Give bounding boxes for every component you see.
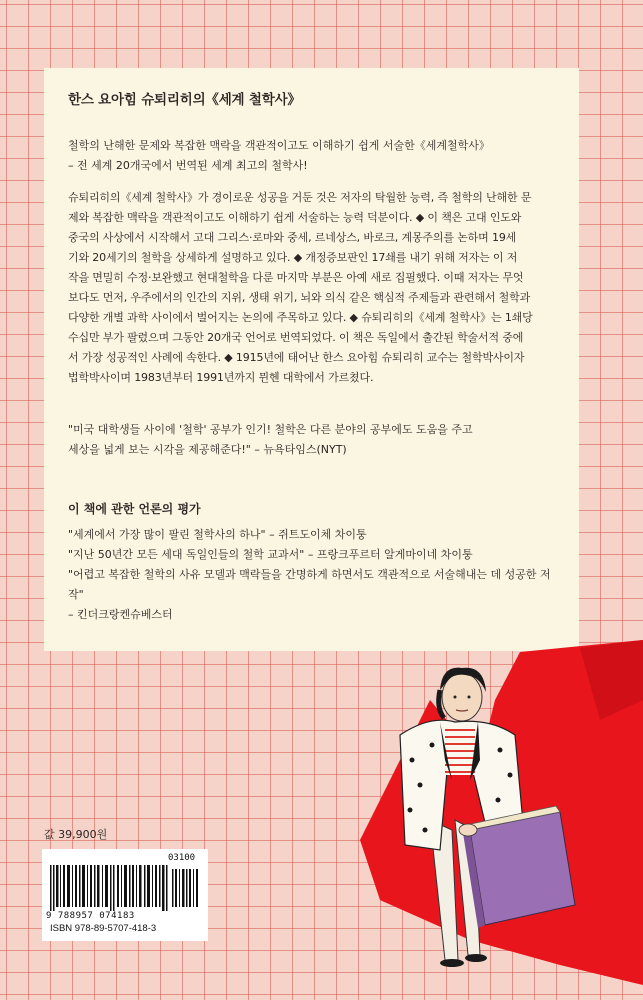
- price-label: 값 39,900원: [44, 828, 108, 841]
- review-item: "세계에서 가장 많이 팔린 철학사의 하나" – 쥐트도이체 차이퉁: [68, 528, 367, 541]
- barcode-bars: [50, 865, 200, 911]
- review-item: – 킨더크랑켄슈베스터: [68, 608, 173, 621]
- barcode-digits: 9 788957 074183: [46, 911, 135, 921]
- review-item: "어렵고 복잡한 철학의 사유 모델과 맥락들을 간명하게 하면서도 객관적으로 서술해내는 데 성공한 저작": [68, 568, 551, 601]
- body-line: 수십만 부가 팔렸으며 그동안 20개국 언어로 번역되었다. 이 책은 독일에서 출간된 학술서적 중에: [68, 331, 524, 344]
- body-line: 기와 20세기의 철학을 상세하게 설명하고 있다. ◆ 개정증보판인 17쇄를 내기 위해 저자는 이 저: [68, 251, 518, 264]
- lead-line-1: 철학의 난해한 문제와 복잡한 맥락을 객관적이고도 이해하기 쉽게 서술한《세계철학사》: [68, 139, 490, 152]
- barcode: [42, 849, 208, 941]
- barcode-addon-number: 03100: [168, 853, 196, 863]
- book-title: 한스 요아힘 슈퇴리히의《세계 철학사》: [68, 92, 301, 108]
- reviews-heading: 이 책에 관한 언론의 평가: [68, 502, 201, 516]
- body-line: 서 가장 성공적인 사례에 속한다. ◆ 1915년에 태어난 한스 요아힘 슈퇴리히 교수는 철학박사이자: [68, 351, 525, 364]
- body-line: 보다도 먼저, 우주에서의 인간의 지위, 생태 위기, 뇌와 의식 같은 핵심적 주제들과 관련해서 철학과: [68, 291, 531, 304]
- body-line: 제와 복잡한 맥락을 객관적이고도 이해하기 쉽게 서술하는 능력 덕분이다. ◆ 이 책은 고대 인도와: [68, 211, 522, 224]
- quote-line: "미국 대학생들 사이에 '철학' 공부가 인기! 철학은 다른 분야의 공부에도 도움을 주고: [68, 423, 473, 436]
- body-line: 중국의 사상에서 시작해서 고대 그리스·로마와 중세, 르네상스, 바로크, 계몽주의를 논하며 19세: [68, 231, 517, 244]
- lead-line-2: – 전 세계 20개국에서 번역된 세계 최고의 철학사!: [68, 159, 308, 172]
- body-line: 다양한 개별 과학 사이에서 벌어지는 논의에 주목하고 있다. ◆ 슈퇴리히의《세계 철학사》는 1쇄당: [68, 311, 533, 324]
- body-line: 슈퇴리히의《세계 철학사》가 경이로운 성공을 거둔 것은 저자의 탁월한 능력, 즉 철학의 난해한 문: [68, 191, 532, 204]
- quote-line: 세상을 넓게 보는 시각을 제공해준다!" – 뉴욕타임스(NYT): [68, 443, 347, 456]
- body-line: 법학박사이며 1983년부터 1991년까지 뮌헨 대학에서 가르쳤다.: [68, 371, 374, 384]
- isbn-number: ISBN 978-89-5707-418-3: [50, 923, 157, 934]
- review-item: "지난 50년간 모든 세대 독일인들의 철학 교과서" – 프랑크푸르터 알게마이네 차이퉁: [68, 548, 473, 561]
- body-line: 작을 면밀히 수정·보완했고 현대철학을 다룬 마지막 부분은 아예 새로 집필했다. 이때 저자는 무엇: [68, 271, 524, 284]
